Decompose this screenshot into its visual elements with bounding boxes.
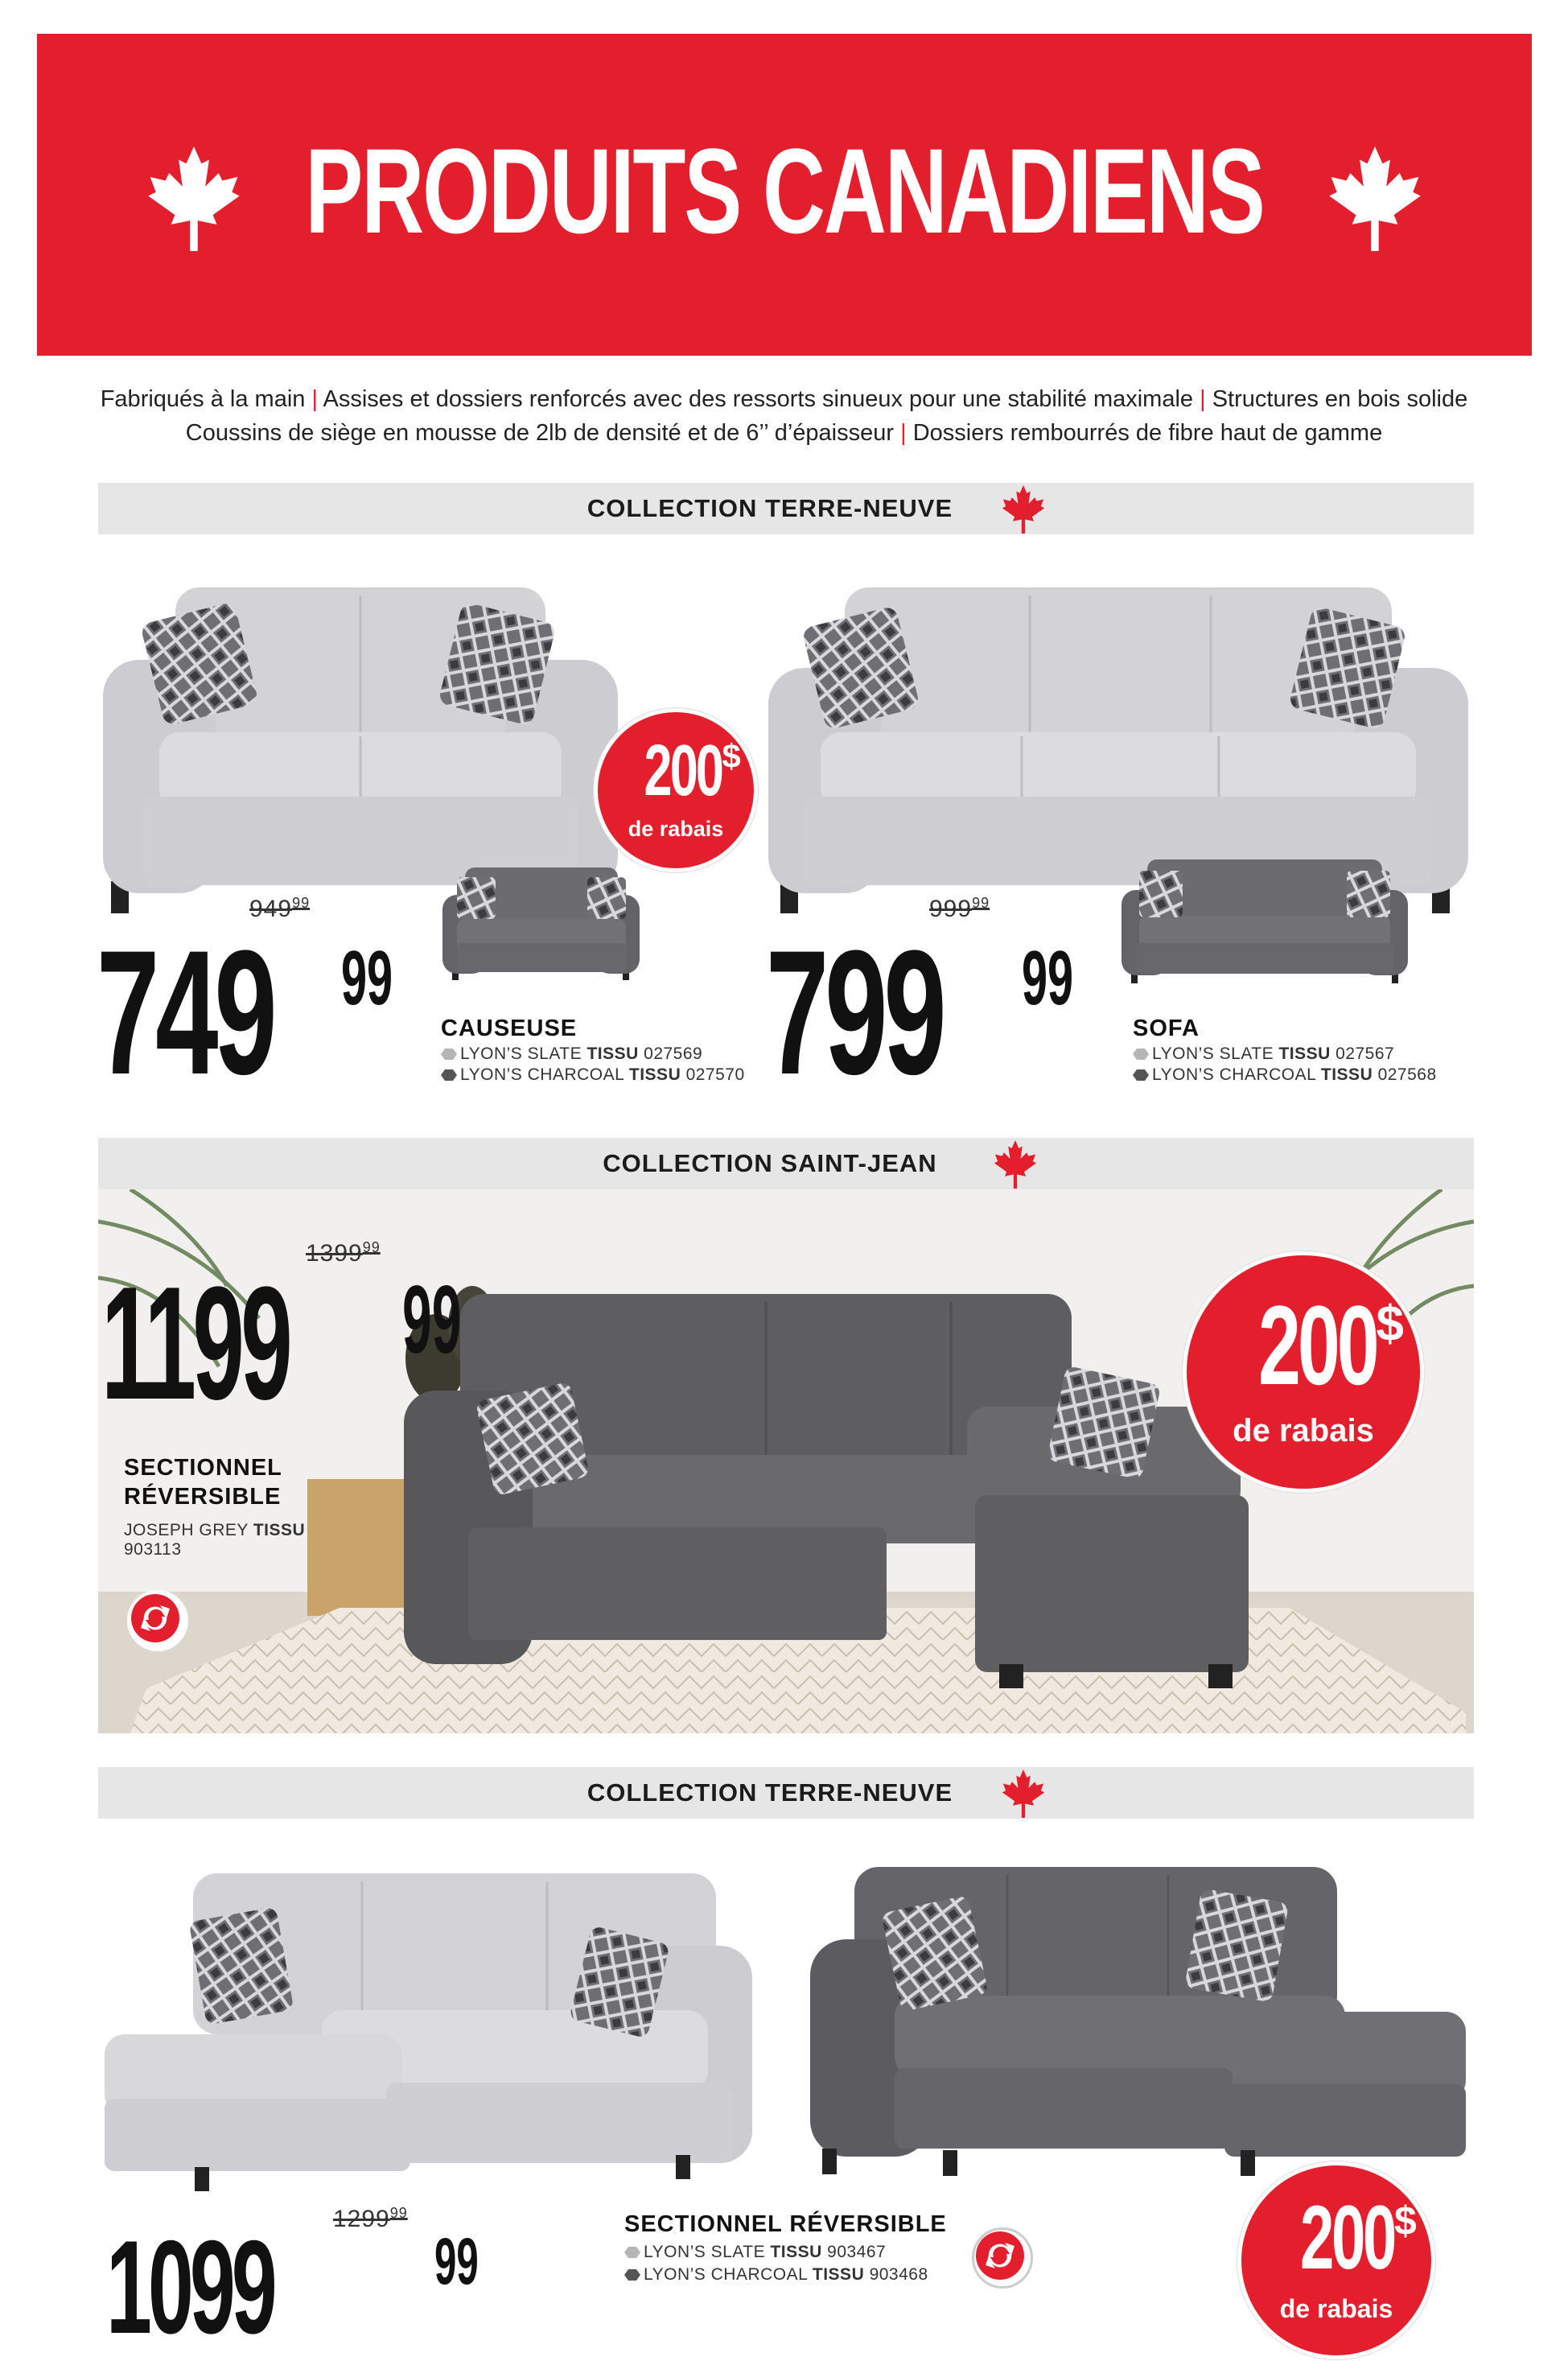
sale-price-cents: 99 [1022,935,1074,1021]
product-name: CAUSEUSE [441,1016,578,1041]
swatch-charcoal-icon [1133,1069,1149,1081]
fabric-option: LYON’S SLATE TISSU 027569 [441,1045,702,1064]
discount-amount: 200 [644,731,722,811]
old-price-cents: 99 [292,895,311,911]
separator: | [311,386,319,412]
maple-leaf-icon [993,1140,1038,1189]
swatch-slate-icon [624,2247,640,2258]
discount-badge [594,708,758,872]
discount-label: de rabais [1233,1413,1374,1448]
discount-label: de rabais [1279,2294,1393,2323]
feature-text: Structures en bois solide [1212,386,1468,412]
sectional-slate-image [97,1865,756,2203]
discount-label: de rabais [628,817,724,841]
features-line-1 [0,383,1568,415]
sale-price-cents: 99 [341,935,393,1021]
old-price [306,1239,381,1267]
swatch-slate-icon [1133,1049,1149,1060]
maple-leaf-icon [1001,1770,1046,1818]
maple-leaf-icon [1327,146,1423,251]
sale-price-cents: 99 [402,1266,462,1374]
fabric-option: LYON’S CHARCOAL TISSU 027570 [441,1065,745,1085]
fabric-option: LYON’S CHARCOAL TISSU 903468 [624,2265,928,2285]
sale-price: 1099 [106,2213,274,2361]
product-name-line-1: SECTIONNEL [124,1455,282,1481]
section-title: COLLECTION TERRE-NEUVE [586,1778,953,1807]
discount-badge [1237,2161,1435,2359]
separator: | [1200,386,1206,412]
feature-text: Fabriqués à la main [100,386,306,412]
swatch-charcoal-icon [624,2269,640,2281]
old-price-cents: 99 [362,1239,381,1255]
product-name: SOFA [1133,1016,1200,1041]
product-name: SECTIONNEL RÉVERSIBLE [624,2211,947,2237]
sale-price: 749 [97,913,274,1111]
old-price-cents: 99 [389,2205,408,2221]
old-price-dollars: 1299 [333,2206,390,2232]
swatch-charcoal-icon [441,1069,457,1081]
old-price-dollars: 999 [929,896,973,922]
discount-amount: 200 [1300,2187,1395,2288]
features-line-2 [0,417,1568,449]
sofa-charcoal-thumbnail [1120,853,1410,985]
old-price-dollars: 1399 [306,1240,363,1267]
sale-price-cents: 99 [434,2225,479,2298]
sectional-charcoal-image [806,1851,1474,2197]
banner-title: PRODUITS CANADIENS [305,123,1264,258]
feature-text: Dossiers rembourrés de fibre haut de gamme [912,420,1383,446]
currency: $ [1394,2198,1417,2244]
old-price-cents: 99 [972,895,990,911]
separator: | [900,420,907,446]
fabric-option: LYON’S CHARCOAL TISSU 027568 [1133,1065,1437,1085]
swatch-slate-icon [441,1049,457,1060]
banner [37,34,1532,356]
fabric-option: LYON’S SLATE TISSU 903467 [624,2243,886,2262]
currency: $ [722,737,741,775]
old-price-dollars: 949 [249,896,293,922]
product-name-line-2: RÉVERSIBLE [124,1484,282,1510]
section-title: COLLECTION TERRE-NEUVE [586,494,953,522]
old-price [333,2205,408,2233]
fabric-option: JOSEPH GREY TISSU [124,1521,306,1539]
fabric-option: LYON’S SLATE TISSU 027567 [1133,1045,1394,1064]
feature-text: Assises et dossiers renforcés avec des ressorts sinueux pour une stabilité maximale [323,386,1194,412]
discount-badge [1183,1251,1424,1493]
fabric-code: 903113 [124,1540,182,1559]
maple-leaf-icon [1001,485,1046,534]
currency: $ [1376,1296,1405,1352]
sale-price: 799 [766,913,943,1111]
maple-leaf-icon [146,146,242,251]
section-title: COLLECTION SAINT-JEAN [603,1149,937,1177]
discount-amount: 200 [1257,1282,1377,1408]
loveseat-charcoal-thumbnail [441,863,640,982]
feature-text: Coussins de siège en mousse de 2lb de densité et de 6’’ d’épaisseur [185,420,895,446]
section-header [98,1138,1474,1189]
section-header [98,1767,1474,1819]
reversible-icon [972,2227,1033,2289]
sale-price: 1199 [101,1254,290,1433]
reversible-icon [127,1590,188,1651]
section-header [98,483,1474,534]
